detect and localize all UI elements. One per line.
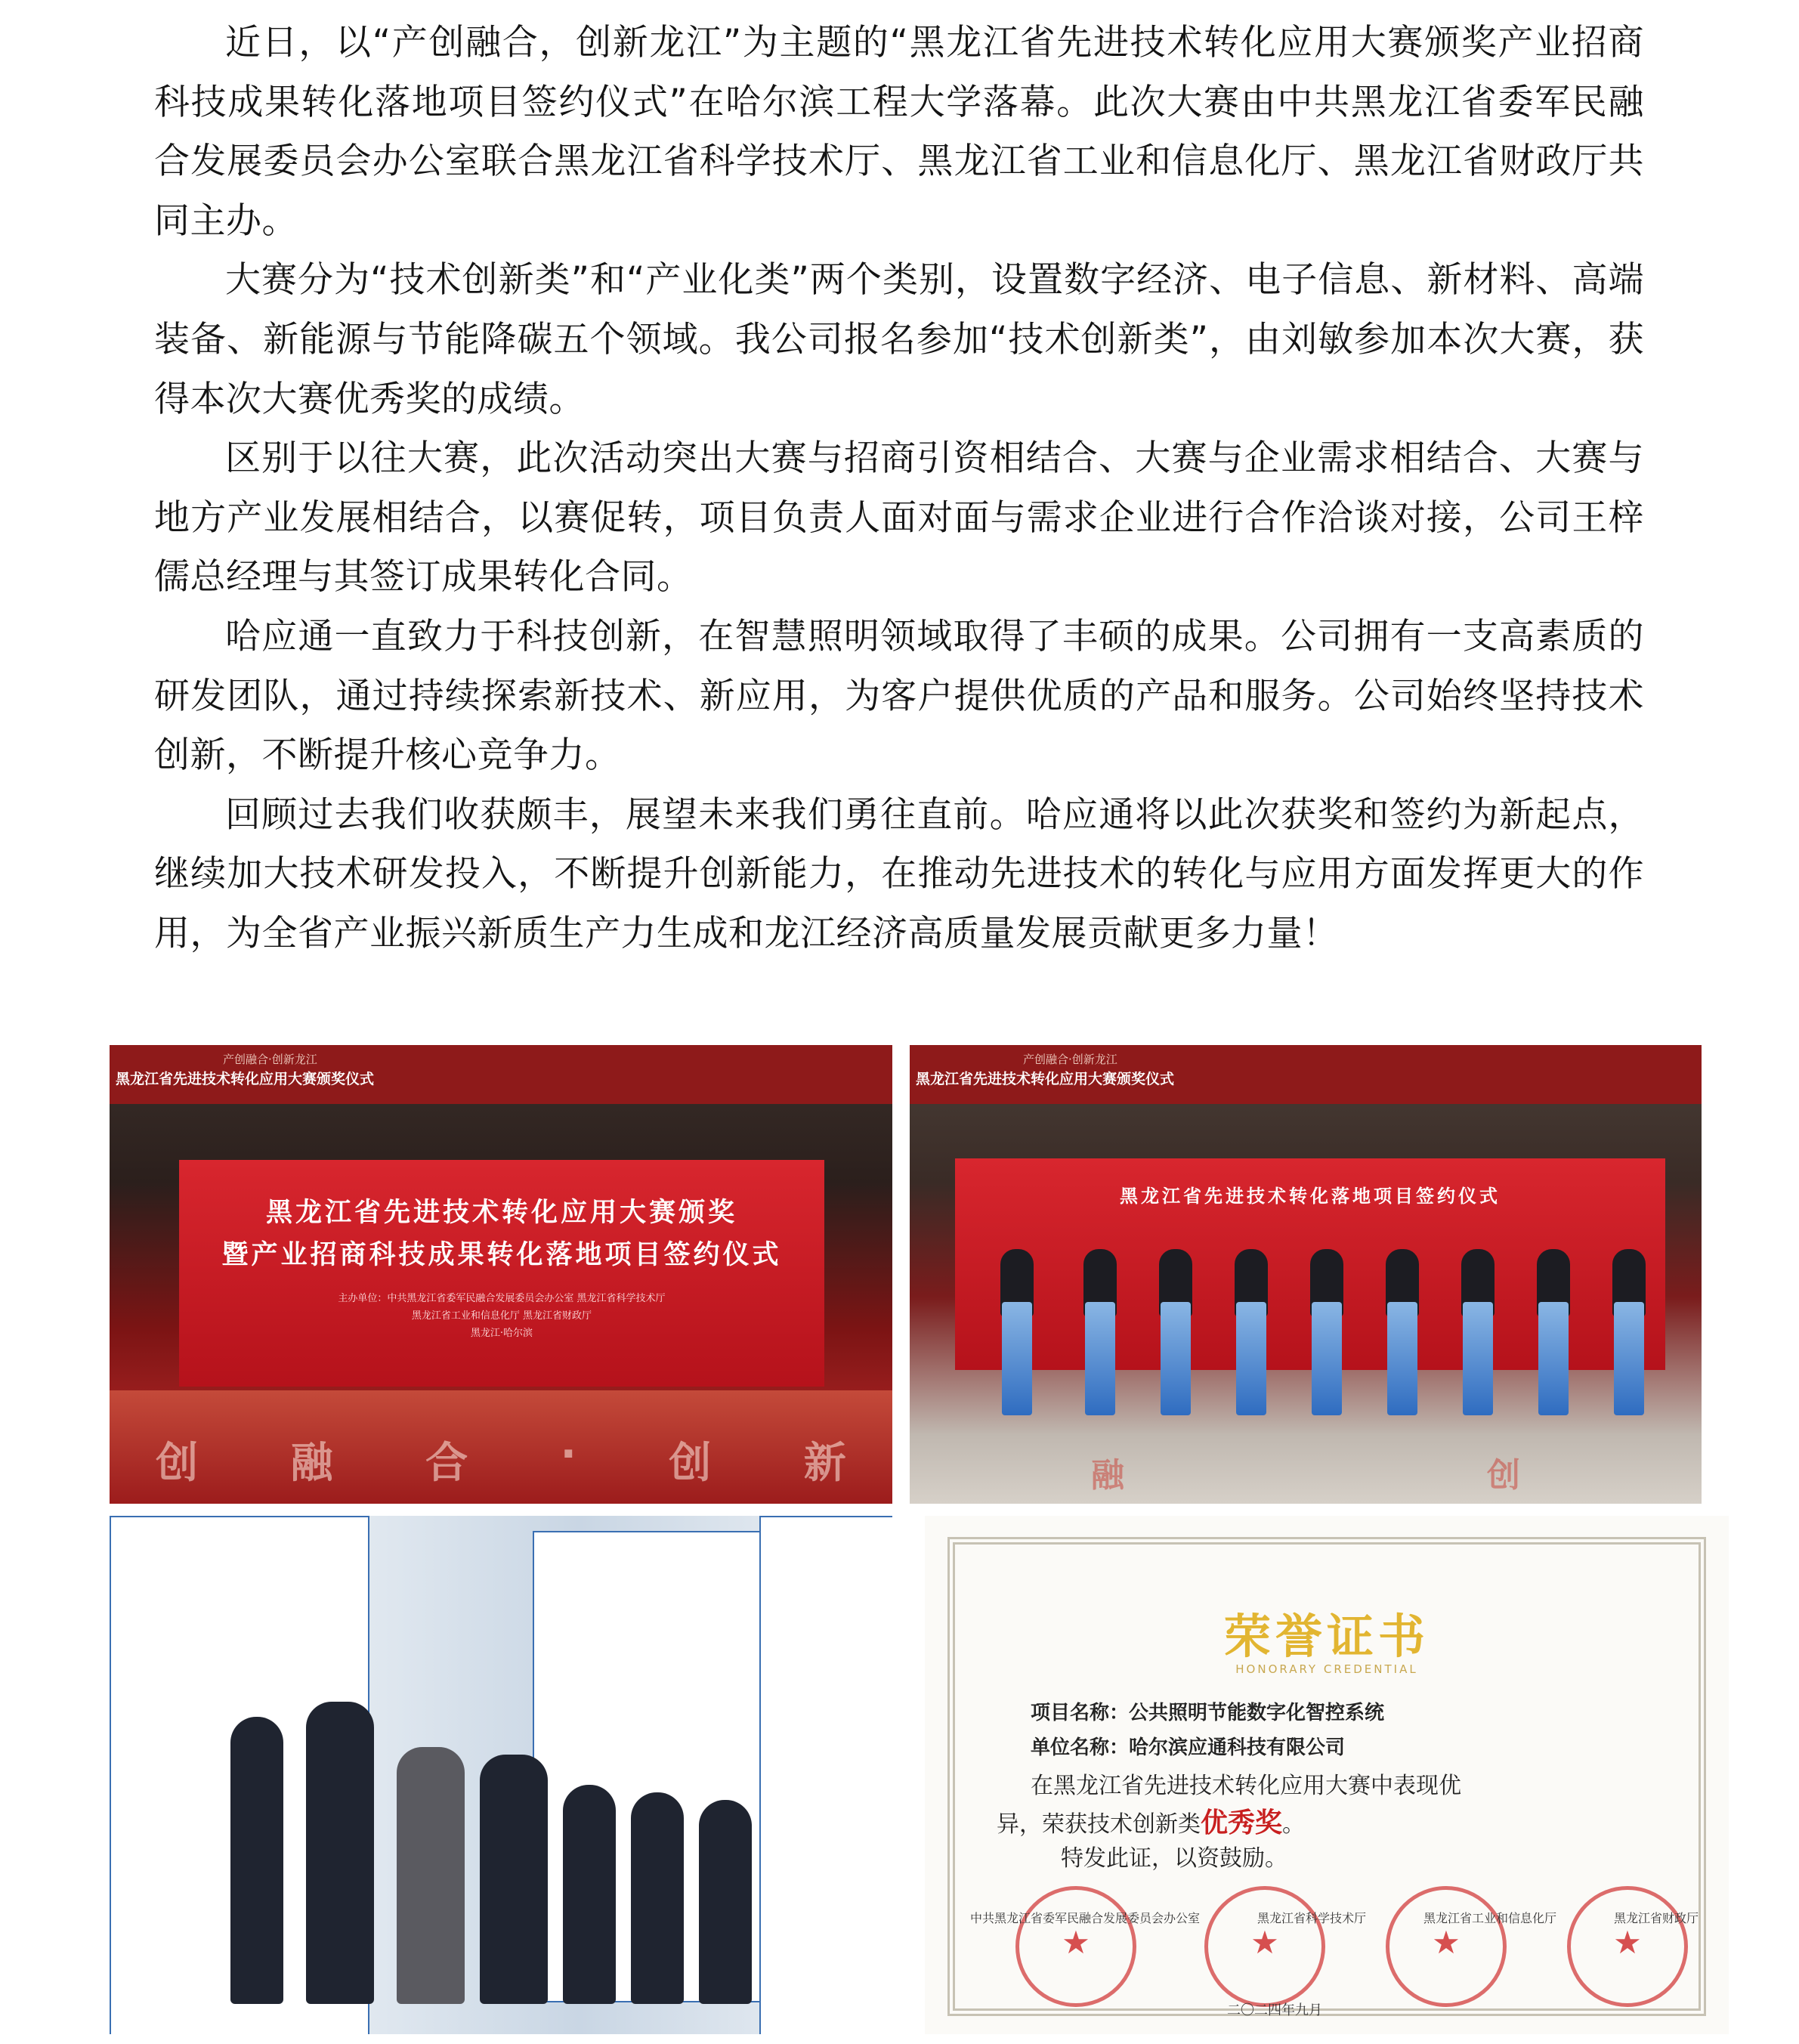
- signing-podium: [1236, 1302, 1266, 1415]
- floor-char: 创: [1487, 1456, 1520, 1495]
- seal-stamp: ★: [1204, 1886, 1325, 2007]
- person-figure: [230, 1717, 283, 2004]
- screen-title-line2: 暨产业招商科技成果转化落地项目签约仪式: [221, 1240, 782, 1270]
- banner-title: 黑龙江省先进技术转化应用大赛颁奖仪式: [916, 1071, 1175, 1087]
- paragraph-1: 近日，以“产创融合，创新龙江”为主题的“黑龙江省先进技术转化应用大赛颁奖产业招商科技成果转化落地项目签约仪式”在哈尔滨工程大学落幕。此次大赛由中共黑龙江省委军民融合发展委员会办公室联合黑龙江省科学技术厅、黑龙江省工业和信息化厅、黑龙江省财政厅共同主办。: [154, 22, 1644, 242]
- banner-subtitle: 产创融合·创新龙江: [223, 1053, 317, 1066]
- floor-char: ·: [560, 1430, 576, 1479]
- certificate-issuers: [970, 1909, 1699, 1926]
- floor-char: 创: [669, 1439, 712, 1488]
- floor-char: 合: [425, 1439, 468, 1488]
- floor-char: 融: [290, 1439, 333, 1488]
- screen-hosts-line1: 主办单位：中共黑龙江省委军民融合发展委员会办公室 黑龙江省科学技术厅: [338, 1293, 666, 1304]
- signing-podium: [1312, 1302, 1342, 1415]
- photo-ceremony-stage: [110, 1045, 892, 1504]
- exhibit-board: [759, 1516, 892, 2034]
- photo-honorary-certificate: [925, 1516, 1729, 2034]
- banner-title: 黑龙江省先进技术转化应用大赛颁奖仪式: [116, 1071, 375, 1087]
- person-figure: [306, 1702, 374, 2004]
- person-figure: [480, 1755, 548, 2004]
- signing-podium: [1002, 1302, 1032, 1415]
- issuer: 黑龙江省科学技术厅: [1257, 1911, 1366, 1925]
- banner-subtitle: 产创融合·创新龙江: [1023, 1053, 1117, 1066]
- certificate-body-suffix: 。: [1282, 1811, 1306, 1838]
- article-body: [154, 14, 1644, 964]
- person-figure: [563, 1785, 616, 2004]
- certificate-body-prefix: 异，荣获技术创新类: [997, 1811, 1201, 1838]
- floor-slogan: [910, 1448, 1702, 1496]
- seal-stamp: ★: [1015, 1886, 1136, 2007]
- floor-char: 创: [156, 1439, 199, 1488]
- screen-title-line1: 黑龙江省先进技术转化应用大赛颁奖: [265, 1198, 737, 1228]
- certificate-body-line3: 特发此证，以资鼓励。: [1061, 1845, 1287, 1872]
- screen-place: 黑龙江·哈尔滨: [470, 1328, 533, 1339]
- certificate-body-line2: [997, 1801, 1661, 1840]
- signing-podium: [1538, 1302, 1569, 1415]
- stage-floor: [110, 1390, 892, 1504]
- certificate-award: 优秀奖: [1201, 1807, 1283, 1838]
- issuer: 黑龙江省工业和信息化厅: [1423, 1911, 1556, 1925]
- paragraph-5: 回顾过去我们收获颇丰，展望未来我们勇往直前。哈应通将以此次获奖和签约为新起点，继续加大技术研发投入，不断提升创新能力，在推动先进技术的转化与应用方面发挥更大的作用，为全省产业振兴新质生产力生成和龙江经济高质量发展贡献更多力量！: [154, 793, 1644, 954]
- floor-char: 融: [1091, 1456, 1124, 1495]
- certificate-title: 荣誉证书: [1223, 1609, 1430, 1664]
- paragraph-3: 区别于以往大赛，此次活动突出大赛与招商引资相结合、大赛与企业需求相结合、大赛与地方产业发展相结合，以赛促转，项目负责人面对面与需求企业进行合作洽谈对接，公司王梓儒总经理与其签订成果转化合同。: [154, 438, 1644, 598]
- person-figure: [397, 1747, 465, 2004]
- stage-screen: [179, 1160, 824, 1387]
- signing-podium: [1614, 1302, 1644, 1415]
- seal-stamp: ★: [1567, 1886, 1688, 2007]
- screen-title-line1: 黑龙江省先进技术转化落地项目签约仪式: [1120, 1186, 1501, 1207]
- certificate-unit-name: 单位名称：哈尔滨应通科技有限公司: [1031, 1736, 1346, 1759]
- person-figure: [631, 1792, 684, 2004]
- signing-podium: [1463, 1302, 1493, 1415]
- photo-exhibition-visit: [110, 1516, 892, 2034]
- signing-podium: [1085, 1302, 1115, 1415]
- signing-podium: [1161, 1302, 1191, 1415]
- floor-char: 新: [803, 1439, 846, 1488]
- certificate-body-line1: 在黑龙江省先进技术转化应用大赛中表现优: [1031, 1773, 1461, 1799]
- screen-hosts-line2: 黑龙江省工业和信息化厅 黑龙江省财政厅: [411, 1310, 592, 1322]
- issuer: 中共黑龙江省委军民融合发展委员会办公室: [970, 1911, 1201, 1925]
- certificate-date: 二〇二四年九月: [1227, 2002, 1322, 2018]
- photo-banner: [910, 1045, 1702, 1104]
- paragraph-4: 哈应通一直致力于科技创新，在智慧照明领域取得了丰硕的成果。公司拥有一支高素质的研发团队，通过持续探索新技术、新应用，为客户提供优质的产品和服务。公司始终坚持技术创新，不断提升核心竞争力。: [154, 615, 1644, 777]
- photo-banner: [110, 1045, 892, 1104]
- certificate-subtitle: HONORARY CREDENTIAL: [1235, 1662, 1418, 1676]
- certificate-project-name: 项目名称：公共照明节能数字化智控系统: [1031, 1702, 1385, 1724]
- paragraph-2: 大赛分为“技术创新类”和“产业化类”两个类别，设置数字经济、电子信息、新材料、高端装备、新能源与节能降碳五个领域。我公司报名参加“技术创新类”，由刘敏参加本次大赛，获得本次大赛优秀奖的成绩。: [154, 259, 1644, 420]
- signing-podium: [1387, 1302, 1417, 1415]
- person-figure: [699, 1800, 752, 2004]
- seal-stamp: ★: [1386, 1886, 1507, 2007]
- issuer: 黑龙江省财政厅: [1613, 1911, 1699, 1925]
- floor-slogan: [110, 1430, 892, 1490]
- photo-signing-ceremony: [910, 1045, 1702, 1504]
